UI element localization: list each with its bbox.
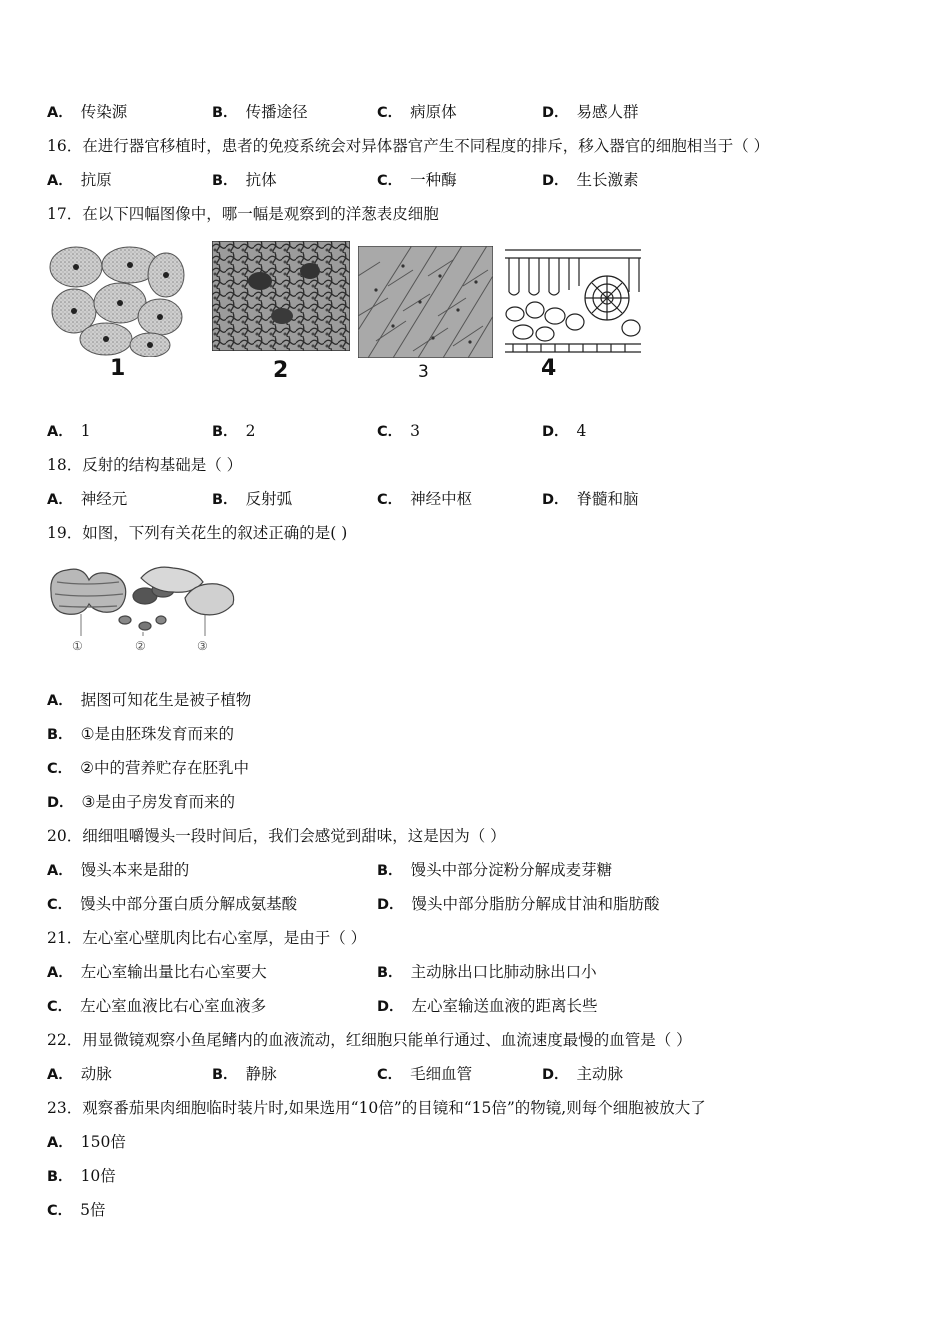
q15-option-c: C． 病原体 <box>377 103 457 121</box>
q15-option-d: D． 易感人群 <box>542 103 639 121</box>
q21-option-c: C． 左心室血液比右心室血液多 <box>47 997 267 1015</box>
q23-option-a: A． 150倍 <box>47 1133 126 1151</box>
q22-option-c: C． 毛细血管 <box>377 1065 473 1083</box>
q19-option-a: A． 据图可知花生是被子植物 <box>47 691 252 709</box>
q23-stem: 23．观察番茄果肉细胞临时装片时,如果选用“10倍”的目镜和“15倍”的物镜,则每个细胞被放大了 <box>47 1099 706 1117</box>
q20-option-b: B． 馒头中部分淀粉分解成麦芽糖 <box>377 861 613 879</box>
q21-option-a: A． 左心室输出量比右心室要大 <box>47 963 267 981</box>
q19-option-d: D． ③是由子房发育而来的 <box>47 793 235 811</box>
q16-stem: 16．在进行器官移植时，患者的免疫系统会对异体器官产生不同程度的排斥，移入器官的细胞相当于（ ） <box>47 137 770 155</box>
q18-option-b: B． 反射弧 <box>212 490 293 508</box>
figure-4-leaf-section <box>503 246 643 356</box>
q17-option-b: B． 2 <box>212 422 256 440</box>
q21-option-b: B． 主动脉出口比肺动脉出口小 <box>377 963 597 981</box>
figure-3-onion-epidermis <box>358 246 493 358</box>
q20-option-c: C． 馒头中部分蛋白质分解成氨基酸 <box>47 895 298 913</box>
q18-stem: 18．反射的结构基础是（ ） <box>47 456 243 474</box>
q20-option-d: D． 馒头中部分脂肪分解成甘油和脂肪酸 <box>377 895 660 913</box>
figure-1-cheek-cells <box>48 245 186 357</box>
peanut-label-1: ① <box>72 639 83 653</box>
q17-stem: 17．在以下四幅图像中，哪一幅是观察到的洋葱表皮细胞 <box>47 205 439 223</box>
figure-1-label: 1 <box>110 356 126 381</box>
q20-stem: 20．细细咀嚼馒头一段时间后，我们会感觉到甜味，这是因为（ ） <box>47 827 506 845</box>
q16-option-c: C． 一种酶 <box>377 171 457 189</box>
q19-option-c: C． ②中的营养贮存在胚乳中 <box>47 759 250 777</box>
q21-option-d: D． 左心室输送血液的距离长些 <box>377 997 598 1015</box>
q16-option-a: A． 抗原 <box>47 171 112 189</box>
q23-option-c: C． 5倍 <box>47 1201 106 1219</box>
q20-option-a: A． 馒头本来是甜的 <box>47 861 190 879</box>
peanut-label-2: ② <box>135 639 146 653</box>
figure-2-label: 2 <box>273 358 289 383</box>
q21-stem: 21．左心室心壁肌肉比右心室厚，是由于（ ） <box>47 929 367 947</box>
q18-option-c: C． 神经中枢 <box>377 490 473 508</box>
q17-option-c: C． 3 <box>377 422 421 440</box>
q16-option-d: D． 生长激素 <box>542 171 639 189</box>
q15-option-b: B． 传播途径 <box>212 103 308 121</box>
q22-option-b: B． 静脉 <box>212 1065 277 1083</box>
figure-4-label: 4 <box>541 356 557 381</box>
figure-2-tissue <box>212 241 350 351</box>
q23-option-b: B． 10倍 <box>47 1167 116 1185</box>
q18-option-a: A． 神经元 <box>47 490 128 508</box>
q22-stem: 22．用显微镜观察小鱼尾鳍内的血液流动，红细胞只能单行通过、血流速度最慢的血管是（ ） <box>47 1031 692 1049</box>
q22-option-d: D． 主动脉 <box>542 1065 624 1083</box>
q19-stem: 19．如图，下列有关花生的叙述正确的是( ) <box>47 524 348 542</box>
q16-option-b: B． 抗体 <box>212 171 277 189</box>
q18-option-d: D． 脊髓和脑 <box>542 490 639 508</box>
q15-option-a: A． 传染源 <box>47 103 128 121</box>
q22-option-a: A． 动脉 <box>47 1065 112 1083</box>
figure-peanut <box>45 552 240 640</box>
q17-option-d: D． 4 <box>542 422 587 440</box>
peanut-label-3: ③ <box>197 639 208 653</box>
figure-3-label: 3 <box>418 362 429 382</box>
q17-option-a: A． 1 <box>47 422 91 440</box>
q19-option-b: B． ①是由胚珠发育而来的 <box>47 725 234 743</box>
